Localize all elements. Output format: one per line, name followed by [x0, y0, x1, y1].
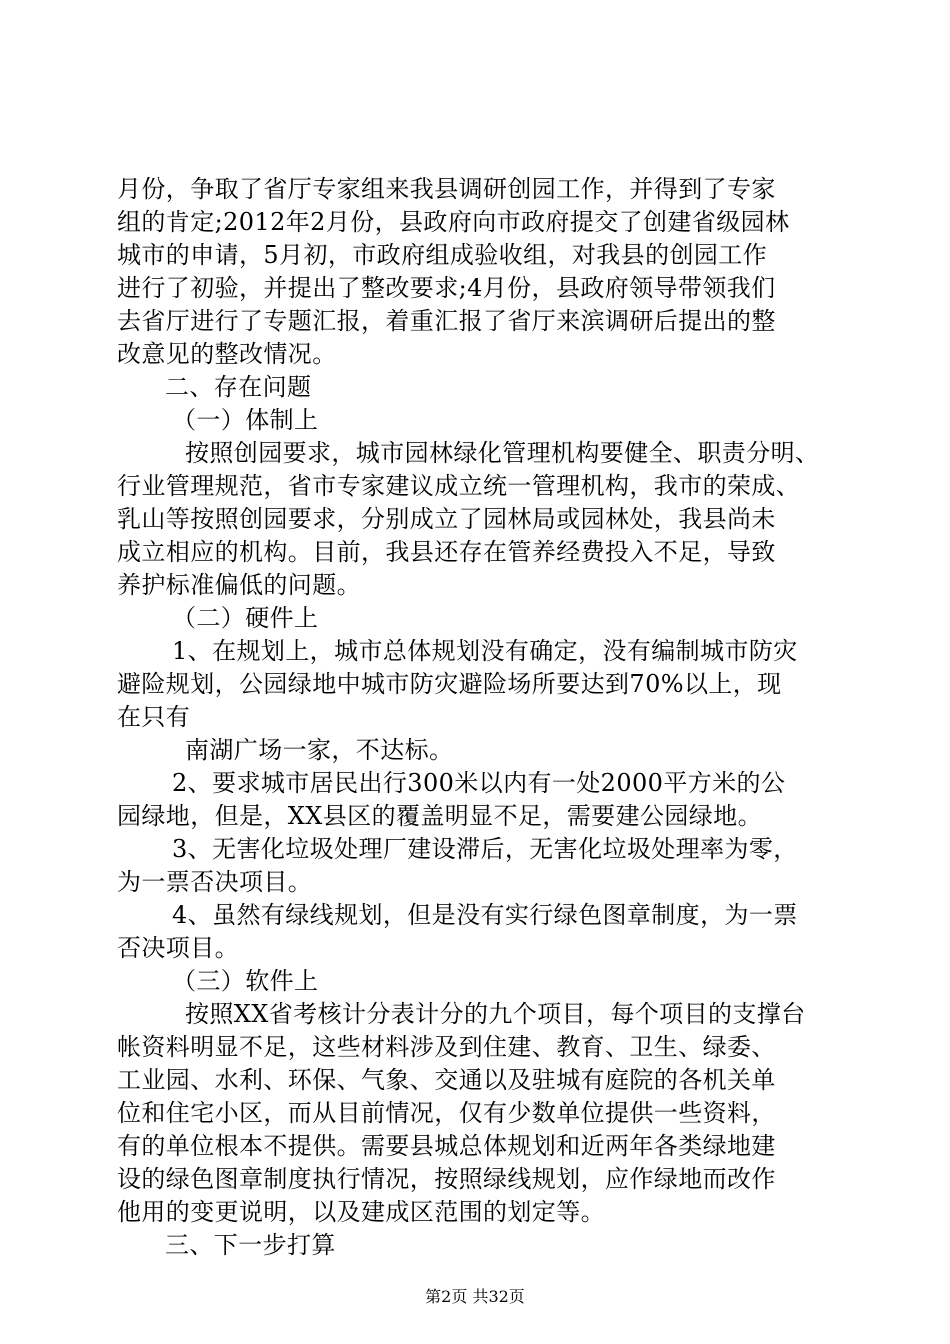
body-line: 他用的变更说明，以及建成区范围的划定等。: [117, 1198, 605, 1226]
body-line: 城市的申请，5月初，市政府组成验收组，对我县的创园工作: [117, 241, 768, 269]
subsection-heading: （二）硬件上: [172, 604, 319, 632]
body-line: 月份，争取了省厅专家组来我县调研创园工作，并得到了专家: [117, 175, 776, 203]
body-line: 位和住宅小区，而从目前情况，仅有少数单位提供一些资料，: [117, 1099, 776, 1127]
body-line: 养护标准偏低的问题。: [117, 571, 361, 599]
body-line: 按照创园要求，城市园林绿化管理机构要健全、职责分明、: [185, 439, 820, 467]
body-line: 避险规划，公园绿地中城市防灾避险场所要达到70%以上，现: [117, 670, 782, 698]
body-line: 否决项目。: [117, 934, 239, 962]
body-line: 行业管理规范，省市专家建议成立统一管理机构，我市的荣成、: [117, 472, 801, 500]
body-line: 2、要求城市居民出行300米以内有一处2000平方米的公: [172, 769, 786, 797]
subsection-heading: （三）软件上: [172, 967, 319, 995]
section-heading: 二、存在问题: [165, 373, 312, 401]
body-line: 成立相应的机构。目前，我县还存在管养经费投入不足，导致: [117, 538, 776, 566]
body-line: 南湖广场一家，不达标。: [185, 736, 454, 764]
section-heading: 三、下一步打算: [165, 1231, 336, 1259]
body-line: 改意见的整改情况。: [117, 340, 337, 368]
body-line: 为一票否决项目。: [117, 868, 313, 896]
body-line: 乳山等按照创园要求，分别成立了园林局或园林处，我县尚未: [117, 505, 776, 533]
body-line: 进行了初验，并提出了整改要求;4月份，县政府领导带领我们: [117, 274, 776, 302]
subsection-heading: （一）体制上: [172, 406, 319, 434]
body-line: 设的绿色图章制度执行情况，按照绿线规划，应作绿地而改作: [117, 1165, 776, 1193]
body-line: 按照XX省考核计分表计分的九个项目，每个项目的支撑台: [185, 1000, 806, 1028]
body-line: 帐资料明显不足，这些材料涉及到住建、教育、卫生、绿委、: [117, 1033, 776, 1061]
body-line: 在只有: [117, 703, 191, 731]
body-line: 组的肯定;2012年2月份，县政府向市政府提交了创建省级园林: [117, 208, 790, 236]
body-line: 3、无害化垃圾处理厂建设滞后，无害化垃圾处理率为零，: [172, 835, 798, 863]
page-footer: 第2页 共32页: [425, 1287, 525, 1306]
body-line: 工业园、水利、环保、气象、交通以及驻城有庭院的各机关单: [117, 1066, 776, 1094]
body-line: 去省厅进行了专题汇报，着重汇报了省厅来滨调研后提出的整: [117, 307, 776, 335]
body-line: 4、虽然有绿线规划，但是没有实行绿色图章制度，为一票: [172, 901, 798, 929]
body-line: 1、在规划上，城市总体规划没有确定，没有编制城市防灾: [172, 637, 798, 665]
body-line: 园绿地，但是，XX县区的覆盖明显不足，需要建公园绿地。: [117, 802, 762, 830]
body-line: 有的单位根本不提供。需要县城总体规划和近两年各类绿地建: [117, 1132, 776, 1160]
